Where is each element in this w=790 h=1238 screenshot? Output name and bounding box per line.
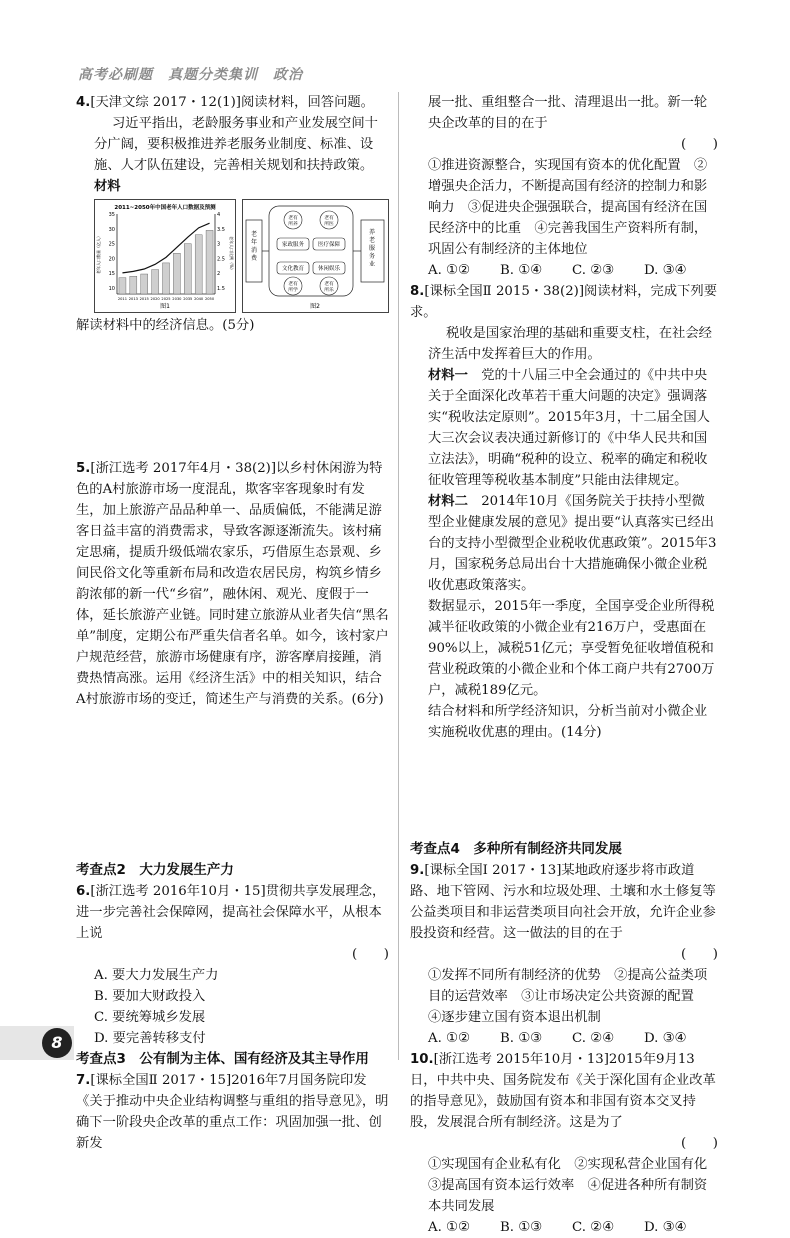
left-tick-label: 35 xyxy=(108,212,115,218)
population-bar xyxy=(184,244,191,294)
elderly-population-chart xyxy=(95,200,235,312)
q7-text: [课标全国Ⅱ 2017・15]2016年7月国务院印发《关于推动中央企业结构调整与重组的指导意见》，明确下一阶段央企改革的重点工作：巩固加强一批、创新发 xyxy=(76,1073,389,1151)
service-label: 医疗保障 xyxy=(317,242,341,248)
left-axis-label: 老年人口数量（亿人） xyxy=(96,234,101,274)
q4-figures xyxy=(76,199,389,313)
center-region xyxy=(269,206,353,296)
question-10 xyxy=(410,1049,721,1238)
need-label: 所学 xyxy=(288,288,298,293)
q10-choice-d: D. ③④ xyxy=(644,1220,687,1235)
question-7 xyxy=(76,1070,389,1154)
q10-statements: ①实现国有企业私有化 ②实现私营企业国有化 ③提高国有资本运行效率 ④促进各种所有制资本共同发展 xyxy=(428,1157,721,1214)
q5-number: 5. xyxy=(76,461,91,476)
q9-choice-d: D. ③④ xyxy=(644,1031,687,1046)
q7-choice-d: D. ③④ xyxy=(644,263,687,278)
q7-continued: 展一批、重组整合一批、清理退出一批。新一轮央企改革的目的在于 xyxy=(428,95,708,131)
q7-blank: ( ) xyxy=(681,137,718,152)
q7-statements: ①推进资源整合，实现国有资本的优化配置 ②增强央企活力，不断提高国有经济的控制力和影响力 ③促进央企强强联合，提高国有经济在国民经济中的比重 ④完善我国生产资料所有制，巩固公有制经济的主体地位 xyxy=(428,158,708,257)
section-3-title: 考查点3 公有制为主体、国有经济及其主导作用 xyxy=(76,1051,369,1067)
answer-space-4 xyxy=(76,336,389,458)
running-header: 高考必刷题 真题分类集训 政治 xyxy=(78,67,303,83)
right-tick-label: 3 xyxy=(217,241,221,248)
population-bar xyxy=(130,276,137,294)
figure-2-diagram xyxy=(242,199,389,313)
question-4 xyxy=(76,92,389,336)
q7-choice-b: B. ①④ xyxy=(500,263,543,278)
q7-choices xyxy=(410,260,718,281)
q10-choice-a: A. ①② xyxy=(428,1220,470,1235)
need-label: 所医 xyxy=(324,222,334,227)
left-box-text: 老年消费 xyxy=(250,231,258,262)
service-label: 家政服务 xyxy=(281,242,305,248)
q8-material-2: 2014年10月《国务院关于扶持小型微型企业健康发展的意见》提出要“认真落实已经出台的支持小型微型企业税收优惠政策”。2015年3月，国家税务总局出台十大措施确保小微企业税收优惠政策落实。 xyxy=(428,494,717,593)
q10-text: [浙江选考 2015年10月・13]2015年9月13日，中共中央、国务院发布《关于深化国有企业改革的指导意见》，鼓励国有资本和非国有资本交叉持股，发展混合所有制经济。这是为了 xyxy=(410,1052,716,1130)
right-tick-label: 2.5 xyxy=(217,256,225,263)
q9-choice-c: C. ②④ xyxy=(572,1031,614,1046)
figure-2-caption: 图2 xyxy=(310,303,320,310)
right-tick-label: 3.5 xyxy=(217,226,225,233)
population-bar xyxy=(163,263,170,294)
q6-option-b: B. 要加大财政投入 xyxy=(94,989,206,1004)
answer-space-5 xyxy=(76,710,389,860)
page-number: 8 xyxy=(42,1028,72,1058)
q8-material-1: 党的十八届三中全会通过的《中共中央关于全面深化改革若干重大问题的决定》强调落实“税收法定原则”。2015年3月，十二届全国人大三次会议表决通过新修订的《中华人民共和国立法法》，明确“税种的设立、税率的确定和税收征收管理等税收基本制度”只能由法律规定。 xyxy=(428,368,710,488)
q9-choices xyxy=(410,1028,718,1049)
elderly-service-diagram xyxy=(243,200,388,312)
need-label: 所养 xyxy=(288,222,298,227)
column-divider xyxy=(398,92,399,1060)
left-column xyxy=(76,92,389,1154)
need-label: 老有 xyxy=(324,216,334,221)
need-label: 所乐 xyxy=(324,288,334,293)
x-tick-label: 2040 xyxy=(194,297,204,301)
q6-number: 6. xyxy=(76,884,91,899)
q6-option-d: D. 要完善转移支付 xyxy=(94,1031,206,1046)
figure-1-caption: 图1 xyxy=(160,303,170,310)
q10-number: 10. xyxy=(410,1052,434,1067)
left-tick-label: 30 xyxy=(108,226,115,233)
q4-body: 习近平指出，老龄服务事业和产业发展空间十分广阔，要积极推进养老服务业制度、标准、设施、人才队伍建设，完善相关规划和扶持政策。 xyxy=(94,116,378,173)
left-tick-label: 10 xyxy=(108,286,115,292)
service-label: 休闲娱乐 xyxy=(317,266,341,272)
right-box-text: 养老服务业 xyxy=(368,229,376,268)
q10-choices xyxy=(410,1217,718,1238)
q8-head: [课标全国Ⅱ 2015・38(2)]阅读材料，完成下列要求。 xyxy=(410,284,717,320)
q9-statements: ①发挥不同所有制经济的优势 ②提高公益类项目的运营效率 ③让市场决定公共资源的配置 ④逐步建立国有资本退出机制 xyxy=(428,968,708,1025)
q6-option-a: A. 要大力发展生产力 xyxy=(94,968,219,983)
population-bar xyxy=(173,253,180,294)
section-4-title: 考查点4 多种所有制经济共同发展 xyxy=(410,841,622,857)
question-6 xyxy=(76,881,389,1049)
figure-1-chart xyxy=(94,199,236,313)
q4-question: 解读材料中的经济信息。(5分) xyxy=(76,318,255,333)
population-bar xyxy=(195,235,202,294)
need-label: 老有 xyxy=(288,216,298,221)
q9-blank: ( ) xyxy=(681,947,718,962)
x-tick-label: 2050 xyxy=(204,297,215,301)
x-tick-label: 2011 xyxy=(117,297,128,301)
right-axis-label: 老年人口比例（%） xyxy=(229,236,234,272)
left-tick-label: 15 xyxy=(108,271,115,278)
service-label: 文化教育 xyxy=(281,266,305,272)
left-tick-label: 20 xyxy=(108,256,115,263)
q4-material-label: 材料 xyxy=(94,179,121,194)
q5-text: [浙江选考 2017年4月・38(2)]以乡村休闲游为特色的A村旅游市场一度混乱，欺客宰客现象时有发生，加上旅游产品品种单一、品质偏低，不能满足游客日益丰富的消费需求，导致客源逐渐流失。该村痛定思痛，提质升级低端农家乐，巧借原生态景观、乡间民俗文化等重新布局和改造农居民房，构筑乡情乡韵浓郁的新一代“乡宿”，融休闲、观光、度假于一体，延长旅游产业链。同时建立旅游从业者失信“黑名单”制度，定期公布严重失信者名单。如今，该村家户户规范经营，旅游市场健康有序，游客摩肩接踵，消费热情高涨。运用《经济生活》中的相关知识，结合A村旅游市场的变迁，简述生产与消费的关系。(6分) xyxy=(76,461,389,707)
question-8 xyxy=(410,281,718,743)
x-tick-label: 2013 xyxy=(128,297,138,301)
q8-material-1-label: 材料一 xyxy=(428,368,468,383)
right-tick-label: 1.5 xyxy=(217,286,225,292)
q4-head: [天津文综 2017・12(1)]阅读材料，回答问题。 xyxy=(90,95,374,110)
section-2-title: 考查点2 大力发展生产力 xyxy=(76,862,234,878)
q10-choice-c: C. ②④ xyxy=(572,1220,614,1235)
x-tick-label: 2030 xyxy=(172,297,182,301)
left-tick-label: 25 xyxy=(108,241,115,248)
need-label: 老有 xyxy=(324,282,334,287)
q8-material-2-label: 材料二 xyxy=(428,494,468,509)
q9-choice-a: A. ①② xyxy=(428,1031,470,1046)
chart-title: 2011~2050年中国老年人口数据及预测 xyxy=(114,205,216,211)
q6-option-c: C. 要统筹城乡发展 xyxy=(94,1010,206,1025)
q7-choice-c: C. ②③ xyxy=(572,263,614,278)
right-tick-label: 4 xyxy=(217,212,221,218)
population-bar xyxy=(141,274,148,294)
q4-number: 4. xyxy=(76,95,91,110)
q6-text: [浙江选考 2016年10月・15]贯彻共享发展理念，进一步完善社会保障网，提高社会保障水平，从根本上说 xyxy=(76,884,386,941)
right-tick-label: 2 xyxy=(217,271,221,278)
q8-data: 数据显示，2015年一季度，全国享受企业所得税减半征收政策的小微企业有216万户，受惠面在90%以上，减税51亿元；享受暂免征收增值税和营业税政策的小微企业和个体工商户共有2700万户，减税189亿元。 xyxy=(428,599,715,698)
q8-intro: 税收是国家治理的基础和重要支柱，在社会经济生活中发挥着巨大的作用。 xyxy=(428,326,712,362)
q6-blank: ( ) xyxy=(352,947,389,962)
q7-choice-a: A. ①② xyxy=(428,263,470,278)
question-5 xyxy=(76,458,389,710)
q10-blank: ( ) xyxy=(681,1136,718,1151)
x-tick-label: 2020 xyxy=(150,297,160,301)
question-9 xyxy=(410,860,718,1049)
right-column xyxy=(410,92,721,1238)
population-bar xyxy=(206,230,213,294)
x-tick-label: 2035 xyxy=(183,297,193,301)
q9-text: [课标全国Ⅰ 2017・13]某地政府逐步将市政道路、地下管网、污水和垃圾处理、土壤和水土修复等公益类项目和非运营类项目向社会开放，允许企业参股投资和经营。这一做法的目的在于 xyxy=(410,863,716,941)
q8-question: 结合材料和所学经济知识，分析当前对小微企业实施税收优惠的理由。(14分) xyxy=(428,704,708,740)
q9-choice-b: B. ①③ xyxy=(500,1031,543,1046)
q9-number: 9. xyxy=(410,863,425,878)
population-bar xyxy=(152,270,159,294)
population-bar xyxy=(119,278,126,294)
q7-number: 7. xyxy=(76,1073,91,1088)
x-tick-label: 2025 xyxy=(161,297,171,301)
q10-choice-b: B. ①③ xyxy=(500,1220,543,1235)
x-tick-label: 2015 xyxy=(139,297,149,301)
q8-number: 8. xyxy=(410,284,425,299)
answer-space-8 xyxy=(410,743,718,839)
need-label: 老有 xyxy=(288,282,298,287)
